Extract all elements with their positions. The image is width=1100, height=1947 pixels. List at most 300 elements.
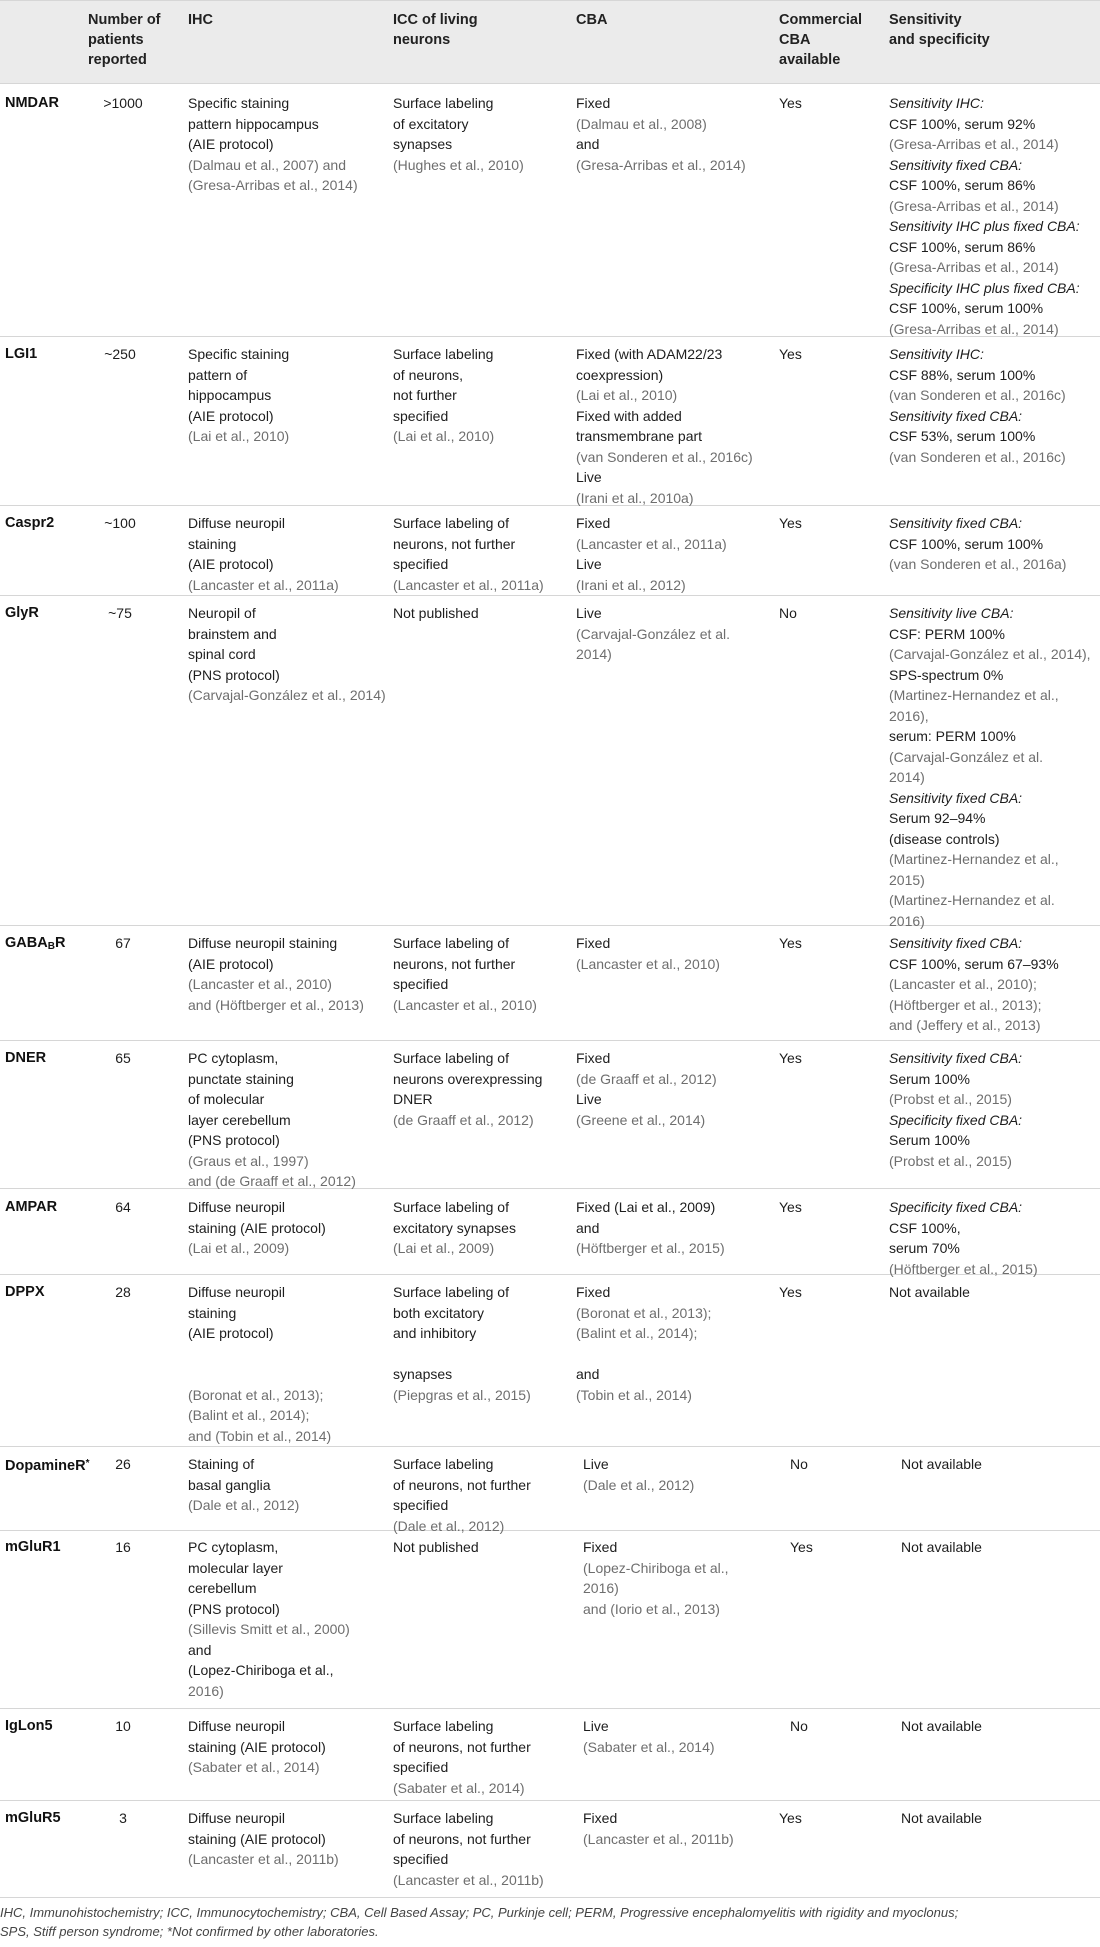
ihc-cell: [188, 933, 364, 1015]
cell-line: PC cytoplasm,: [188, 1050, 279, 1066]
cell-line: (Balint et al., 2014);: [188, 1407, 310, 1423]
header-line: Number of: [88, 12, 161, 28]
sensitivity-cell: [889, 1048, 1022, 1171]
cell-line: neurons overexpressing: [393, 1070, 543, 1087]
patients-cell: [88, 1282, 158, 1303]
cba-cell: [576, 933, 720, 974]
commercial-cell: [779, 1048, 802, 1069]
cell-line: (Lopez-Chiriboga et al.,: [583, 1559, 729, 1576]
cell-line: Neuropil of: [188, 605, 256, 621]
commercial-cell: [790, 1537, 813, 1558]
cell-value: GlyR: [5, 605, 39, 621]
cell-line: excitatory synapses: [393, 1219, 516, 1236]
commercial-cell: [790, 1454, 808, 1475]
icc-cell: [393, 603, 479, 624]
ihc-cell: [188, 603, 386, 706]
sensitivity-cell: [889, 513, 1066, 575]
cell-line: (AIE protocol): [188, 1325, 274, 1341]
cell-line: not further: [393, 387, 457, 403]
cell-line: CSF 100%, serum 100%: [889, 535, 1044, 552]
cell-line: (AIE protocol): [188, 407, 274, 424]
cell-line: Surface labeling: [393, 1456, 494, 1472]
cell-line: staining (AIE protocol): [188, 1219, 326, 1236]
cell-line: staining: [188, 1304, 237, 1321]
sensitivity-cell: [901, 1808, 982, 1829]
cell-value: 28: [115, 1284, 131, 1300]
cell-line: 2015): [889, 871, 925, 888]
commercial-cell: [779, 1197, 802, 1218]
cell-line: pattern hippocampus: [188, 115, 319, 132]
cell-line: CSF 88%, serum 100%: [889, 366, 1036, 383]
cell-line: Sensitivity fixed CBA:: [889, 935, 1023, 951]
cell-line: SPS-spectrum 0%: [889, 666, 1004, 683]
cell-value: mGluR5: [5, 1810, 61, 1826]
cell-line: Serum 92–94%: [889, 810, 986, 826]
cell-line: Sensitivity fixed CBA:: [889, 156, 1023, 173]
sensitivity-cell: [889, 1197, 1038, 1279]
cell-line: (PNS protocol): [188, 1600, 280, 1617]
cell-line: staining: [188, 535, 237, 552]
cell-line: (Sabater et al., 2014): [393, 1779, 525, 1796]
cell-line: of neurons, not further: [393, 1738, 531, 1755]
cell-line: (Lancaster et al., 2010);: [889, 976, 1037, 992]
antibody-cell: [5, 1537, 61, 1558]
cell-line: (Lai et al., 2010): [188, 428, 290, 444]
icc-cell: [393, 344, 494, 447]
cell-line: (Greene et al., 2014): [576, 1111, 706, 1128]
cell-line: (Gresa-Arribas et al., 2014): [188, 177, 358, 193]
ihc-cell: [188, 513, 339, 595]
cell-value: 16: [115, 1539, 131, 1555]
sensitivity-cell: [889, 933, 1059, 1036]
icc-cell: [393, 93, 524, 175]
cell-line: (Martinez-Hernandez et al.,: [889, 687, 1059, 703]
cell-line: Sensitivity fixed CBA:: [889, 789, 1023, 806]
cell-line: (Gresa-Arribas et al., 2014): [889, 259, 1059, 275]
cell-line: Surface labeling: [393, 346, 494, 362]
cell-line: Sensitivity live CBA:: [889, 605, 1014, 621]
cell-line: (Dale et al., 2012): [188, 1497, 300, 1513]
ihc-cell: [188, 1282, 331, 1446]
row-rule: [0, 1188, 1100, 1189]
cell-line: Surface labeling of: [393, 1199, 509, 1215]
cell-line: (Lancaster et al., 2011b): [393, 1871, 544, 1888]
cell-value: Yes: [779, 1810, 802, 1826]
cell-line: (Sabater et al., 2014): [583, 1738, 715, 1755]
antibody-cell: [5, 344, 37, 365]
ihc-cell: [188, 1197, 326, 1259]
cell-line: (Gresa-Arribas et al., 2014): [889, 136, 1059, 152]
cell-line: CSF 100%, serum 67–93%: [889, 955, 1059, 972]
cell-line: hippocampus: [188, 387, 272, 403]
cell-line: (Lai et al., 2009): [188, 1240, 290, 1256]
ihc-cell: [188, 1454, 299, 1516]
commercial-cell: [779, 513, 802, 534]
cell-line: Diffuse neuropil: [188, 515, 286, 531]
cell-line: Surface labeling: [393, 1718, 494, 1734]
cell-line: (Carvajal-González et al., 2014),: [889, 646, 1091, 662]
patients-cell: [88, 1716, 158, 1737]
cell-line: molecular layer: [188, 1559, 283, 1576]
cell-line: (Lancaster et al., 2011b): [188, 1851, 339, 1867]
cell-line: (Carvajal-González et al.: [889, 748, 1044, 765]
cell-line: Sensitivity IHC plus fixed CBA:: [889, 218, 1080, 234]
header-line: patients: [88, 32, 144, 48]
cell-line: neurons, not further: [393, 955, 516, 972]
antibody-cell: [5, 1808, 61, 1829]
cell-line: Diffuse neuropil: [188, 1718, 286, 1734]
cell-line: of neurons, not further: [393, 1476, 531, 1493]
cell-value: $GABA_BR$: [5, 935, 66, 952]
header-cba: [576, 10, 607, 30]
cell-line: Fixed (Lai et al., 2009): [576, 1199, 716, 1215]
cell-line: Surface labeling of: [393, 1284, 509, 1300]
cell-line: (Höftberger et al., 2013);: [889, 996, 1042, 1013]
header-line: and specificity: [889, 32, 990, 48]
cba-cell: [576, 513, 727, 595]
cell-line: Live: [576, 1091, 602, 1107]
cell-line: [188, 1364, 331, 1385]
cell-line: Not available: [901, 1810, 982, 1826]
cell-line: of molecular: [188, 1091, 265, 1107]
cell-value: DNER: [5, 1050, 47, 1066]
cell-line: (Lancaster et al., 2010): [188, 976, 332, 992]
cell-line: (AIE protocol): [188, 556, 274, 572]
header-line: IHC: [188, 12, 213, 28]
antibody-cell: [5, 513, 54, 534]
commercial-cell: [779, 344, 802, 365]
cell-line: specified: [393, 1759, 449, 1775]
cell-line: Specificity IHC plus fixed CBA:: [889, 279, 1080, 296]
cell-line: (Boronat et al., 2013);: [576, 1304, 712, 1321]
antibody-cell: [5, 93, 59, 114]
cell-line: (Lancaster et al., 2011a): [576, 535, 727, 552]
cell-line: (Boronat et al., 2013);: [188, 1386, 324, 1403]
cell-line: Diffuse neuropil: [188, 1199, 286, 1215]
cba-cell: [583, 1454, 694, 1495]
cell-line: Surface labeling of: [393, 515, 509, 531]
cell-line: Fixed: [576, 935, 611, 951]
cell-value: DPPX: [5, 1284, 45, 1300]
table-footnote: [0, 1903, 1100, 1941]
cell-line: (Lancaster et al., 2011b): [583, 1830, 734, 1847]
icc-cell: [393, 1537, 479, 1558]
cell-line: both excitatory: [393, 1304, 485, 1321]
cell-line: Live: [576, 469, 602, 485]
cell-line: synapses: [393, 136, 453, 152]
row-rule: [0, 1708, 1100, 1709]
cell-line: 2014): [576, 646, 612, 662]
cell-line: and (Iorio et al., 2013): [583, 1600, 720, 1617]
cell-line: and (Höftberger et al., 2013): [188, 996, 364, 1013]
cell-line: Live: [576, 556, 602, 572]
cba-cell: [576, 344, 753, 508]
cell-line: neurons, not further: [393, 535, 516, 552]
commercial-cell: [790, 1716, 808, 1737]
cell-value: mGluR1: [5, 1539, 61, 1555]
patients-cell: [85, 513, 155, 534]
cell-line: (Lancaster et al., 2011a): [393, 576, 544, 593]
cell-value: 64: [115, 1199, 131, 1215]
cell-line: Live: [583, 1718, 609, 1734]
icc-cell: [393, 1197, 516, 1259]
cell-line: 2016): [583, 1580, 619, 1596]
row-rule: [0, 1040, 1100, 1041]
ihc-cell: [188, 1716, 326, 1778]
commercial-cell: [779, 93, 802, 114]
cell-value: Caspr2: [5, 515, 55, 531]
icc-cell: [393, 1048, 542, 1130]
cell-line: (Probst et al., 2015): [889, 1152, 1012, 1169]
antibody-cell: [5, 1454, 89, 1477]
cell-value: >1000: [103, 95, 143, 111]
cell-value: 26: [115, 1456, 131, 1472]
cell-line: Sensitivity fixed CBA:: [889, 1050, 1023, 1066]
cell-line: Surface labeling: [393, 1810, 494, 1826]
cell-line: (Dale et al., 2012): [393, 1517, 505, 1534]
header-commercial: [779, 10, 862, 70]
cell-line: and: [188, 1641, 212, 1658]
ihc-cell: [188, 344, 289, 447]
ihc-cell: [188, 1808, 339, 1870]
cell-line: layer cerebellum: [188, 1111, 291, 1128]
antibody-cell: [5, 1197, 57, 1218]
cell-line: Not available: [901, 1718, 982, 1734]
cell-line: Diffuse neuropil: [188, 1284, 286, 1300]
cell-line: serum: PERM 100%: [889, 728, 1016, 744]
cell-line: and: [576, 136, 600, 152]
cell-line: Not available: [901, 1539, 982, 1555]
sensitivity-cell: [901, 1454, 982, 1475]
cell-value: 10: [115, 1718, 131, 1734]
cell-line: Fixed with added: [576, 407, 682, 424]
cell-line: staining (AIE protocol): [188, 1830, 326, 1847]
cell-line: (AIE protocol): [188, 136, 274, 152]
cell-line: PC cytoplasm,: [188, 1539, 279, 1555]
cell-line: Sensitivity IHC:: [889, 95, 984, 111]
header-line: CBA: [779, 32, 811, 48]
cell-line: (Lancaster et al., 2010): [393, 996, 537, 1013]
cell-line: and: [576, 1219, 600, 1236]
sensitivity-cell: [889, 344, 1066, 467]
cell-value: 65: [115, 1050, 131, 1066]
cell-line: Not published: [393, 605, 479, 621]
cell-line: (Dalmau et al., 2008): [576, 115, 707, 132]
cell-line: Not available: [901, 1456, 982, 1472]
cell-line: (Gresa-Arribas et al., 2014): [889, 320, 1059, 337]
cell-value: Yes: [779, 935, 802, 951]
cell-line: 2014): [889, 769, 925, 785]
cell-line: (Dale et al., 2012): [583, 1476, 695, 1493]
cell-line: [188, 1344, 331, 1365]
cell-line: (Irani et al., 2010a): [576, 489, 694, 506]
icc-cell: [393, 513, 544, 595]
header-icc: [393, 10, 478, 50]
cell-line: (Lopez-Chiriboga et al.,: [188, 1662, 334, 1678]
cell-line: (de Graaff et al., 2012): [393, 1111, 534, 1128]
cba-cell: [583, 1808, 734, 1849]
cell-value: LGI1: [5, 346, 38, 362]
cell-value: 3: [119, 1810, 127, 1826]
cell-line: of excitatory: [393, 115, 469, 132]
cell-line: (PNS protocol): [188, 1132, 280, 1148]
cell-line: 2016),: [889, 707, 929, 724]
ihc-cell: [188, 1537, 350, 1701]
footnote-line: IHC, Immunohistochemistry; ICC, Immunocytochemistry; CBA, Cell Based Assay; PC, Purkinje cell; PERM, Progressive encephalomyelitis with rigidity and myoclonus;: [0, 1905, 959, 1920]
cell-line: (Lancaster et al., 2010): [576, 955, 720, 972]
cell-line: [393, 1344, 531, 1365]
cell-line: (Graus et al., 1997): [188, 1152, 309, 1169]
header-line: reported: [88, 52, 147, 68]
cell-line: (Höftberger et al., 2015): [576, 1240, 725, 1256]
cell-line: spinal cord: [188, 646, 256, 662]
cell-line: Fixed: [576, 1050, 611, 1066]
sensitivity-cell: [889, 93, 1080, 339]
patients-cell: [88, 93, 158, 114]
cell-line: (Carvajal-González et al.: [576, 625, 731, 642]
cell-line: and (Jeffery et al., 2013): [889, 1017, 1041, 1033]
cell-line: (de Graaff et al., 2012): [576, 1070, 717, 1087]
cell-value: No: [779, 605, 797, 621]
cell-line: (disease controls): [889, 830, 1000, 847]
row-rule: [0, 1530, 1100, 1531]
antibody-cell: [5, 933, 65, 958]
cell-value: IgLon5: [5, 1718, 53, 1734]
cell-value: No: [790, 1456, 808, 1472]
header-line: available: [779, 52, 841, 68]
cell-value: Yes: [779, 346, 802, 362]
ihc-cell: [188, 1048, 356, 1192]
sensitivity-cell: [889, 603, 1091, 931]
cell-line: brainstem and: [188, 625, 277, 642]
cell-line: Surface labeling of: [393, 1050, 509, 1066]
cell-line: (van Sonderen et al., 2016c): [889, 448, 1066, 465]
cba-cell: [576, 93, 746, 175]
cell-line: (Hughes et al., 2010): [393, 156, 524, 173]
cell-line: and: [576, 1366, 600, 1382]
cell-line: Live: [576, 605, 602, 621]
cell-line: CSF: PERM 100%: [889, 625, 1005, 642]
cell-line: CSF 100%, serum 86%: [889, 238, 1036, 255]
cell-line: Fixed (with ADAM22/23: [576, 346, 723, 362]
cell-line: specified: [393, 1497, 449, 1513]
footnote-line: SPS, Stiff person syndrome; *Not confirmed by other laboratories.: [0, 1924, 379, 1939]
commercial-cell: [779, 1808, 802, 1829]
icc-cell: [393, 1454, 531, 1536]
cell-line: 2016): [889, 912, 925, 929]
ihc-cell: [188, 93, 358, 196]
cell-line: CSF 100%, serum 86%: [889, 177, 1036, 193]
cell-line: Sensitivity fixed CBA:: [889, 515, 1023, 531]
cell-line: Not available: [889, 1284, 970, 1300]
sensitivity-cell: [901, 1537, 982, 1558]
cell-line: (Sillevis Smitt et al., 2000): [188, 1621, 350, 1637]
bottom-rule: [0, 1897, 1100, 1898]
icc-cell: [393, 1282, 531, 1405]
cell-line: CSF 100%,: [889, 1219, 961, 1236]
cell-line: of neurons,: [393, 366, 464, 383]
patients-cell: [88, 933, 158, 954]
cell-line: (AIE protocol): [188, 955, 274, 972]
cell-line: (Martinez-Hernandez et al.: [889, 892, 1055, 908]
cba-cell: [576, 1282, 711, 1405]
header-line: neurons: [393, 32, 451, 48]
cell-line: (van Sonderen et al., 2016a): [889, 556, 1067, 572]
header-line: Commercial: [779, 12, 863, 28]
cell-value: Yes: [779, 1284, 802, 1300]
patients-cell: [88, 1197, 158, 1218]
header-line: CBA: [576, 12, 608, 28]
icc-cell: [393, 1716, 531, 1798]
icc-cell: [393, 933, 537, 1015]
cell-line: (Höftberger et al., 2015): [889, 1260, 1038, 1277]
cell-line: DNER: [393, 1091, 433, 1107]
cba-cell: [576, 1197, 725, 1259]
cell-value: ~75: [108, 605, 132, 621]
header-rule: [0, 83, 1100, 84]
cell-line: pattern of: [188, 366, 248, 383]
cell-line: of neurons, not further: [393, 1830, 531, 1847]
patients-cell: [88, 1048, 158, 1069]
cba-cell: [576, 1048, 717, 1130]
cell-line: basal ganglia: [188, 1476, 271, 1493]
cell-line: coexpression): [576, 366, 664, 383]
cell-value: AMPAR: [5, 1199, 58, 1215]
cell-line: Specificity fixed CBA:: [889, 1199, 1023, 1215]
cba-cell: [583, 1716, 715, 1757]
cell-line: (Irani et al., 2012): [576, 576, 686, 593]
header-line: ICC of living: [393, 12, 478, 28]
cell-line: Fixed: [583, 1539, 618, 1555]
cell-value: ~100: [104, 515, 136, 531]
cell-line: transmembrane part: [576, 428, 703, 444]
cell-line: Fixed: [576, 515, 611, 531]
cell-line: Sensitivity fixed CBA:: [889, 407, 1023, 424]
row-rule: [0, 505, 1100, 506]
cell-line: cerebellum: [188, 1580, 257, 1596]
cell-line: Surface labeling of: [393, 935, 509, 951]
patients-cell: [88, 1537, 158, 1558]
cell-line: serum 70%: [889, 1240, 960, 1256]
antibody-cell: [5, 603, 39, 624]
cell-value: Yes: [779, 515, 802, 531]
cell-line: Diffuse neuropil staining: [188, 935, 338, 951]
cell-line: (van Sonderen et al., 2016c): [576, 448, 753, 465]
cell-line: specified: [393, 1851, 449, 1867]
patients-cell: [85, 603, 155, 624]
cell-value: 67: [115, 935, 131, 951]
cell-line: (van Sonderen et al., 2016c): [889, 387, 1066, 403]
sensitivity-cell: [889, 1282, 970, 1303]
cell-line: and inhibitory: [393, 1325, 477, 1341]
patients-cell: [88, 1454, 158, 1475]
cell-line: specified: [393, 407, 449, 424]
cell-line: (Sabater et al., 2014): [188, 1759, 320, 1775]
cell-line: Diffuse neuropil: [188, 1810, 286, 1826]
cell-line: Serum 100%: [889, 1132, 970, 1148]
cell-line: CSF 100%, serum 100%: [889, 300, 1044, 316]
patients-cell: [85, 344, 155, 365]
cell-line: (Lai et al., 2010): [576, 387, 678, 403]
cell-line: Specificity fixed CBA:: [889, 1111, 1023, 1128]
cell-line: Specific staining: [188, 95, 290, 111]
cell-line: specified: [393, 556, 449, 572]
cell-line: Staining of: [188, 1456, 255, 1472]
cell-line: staining (AIE protocol): [188, 1738, 326, 1755]
cell-line: Specific staining: [188, 346, 290, 362]
cell-line: (Carvajal-González et al., 2014): [188, 687, 386, 703]
cell-line: (Gresa-Arribas et al., 2014): [889, 197, 1059, 214]
